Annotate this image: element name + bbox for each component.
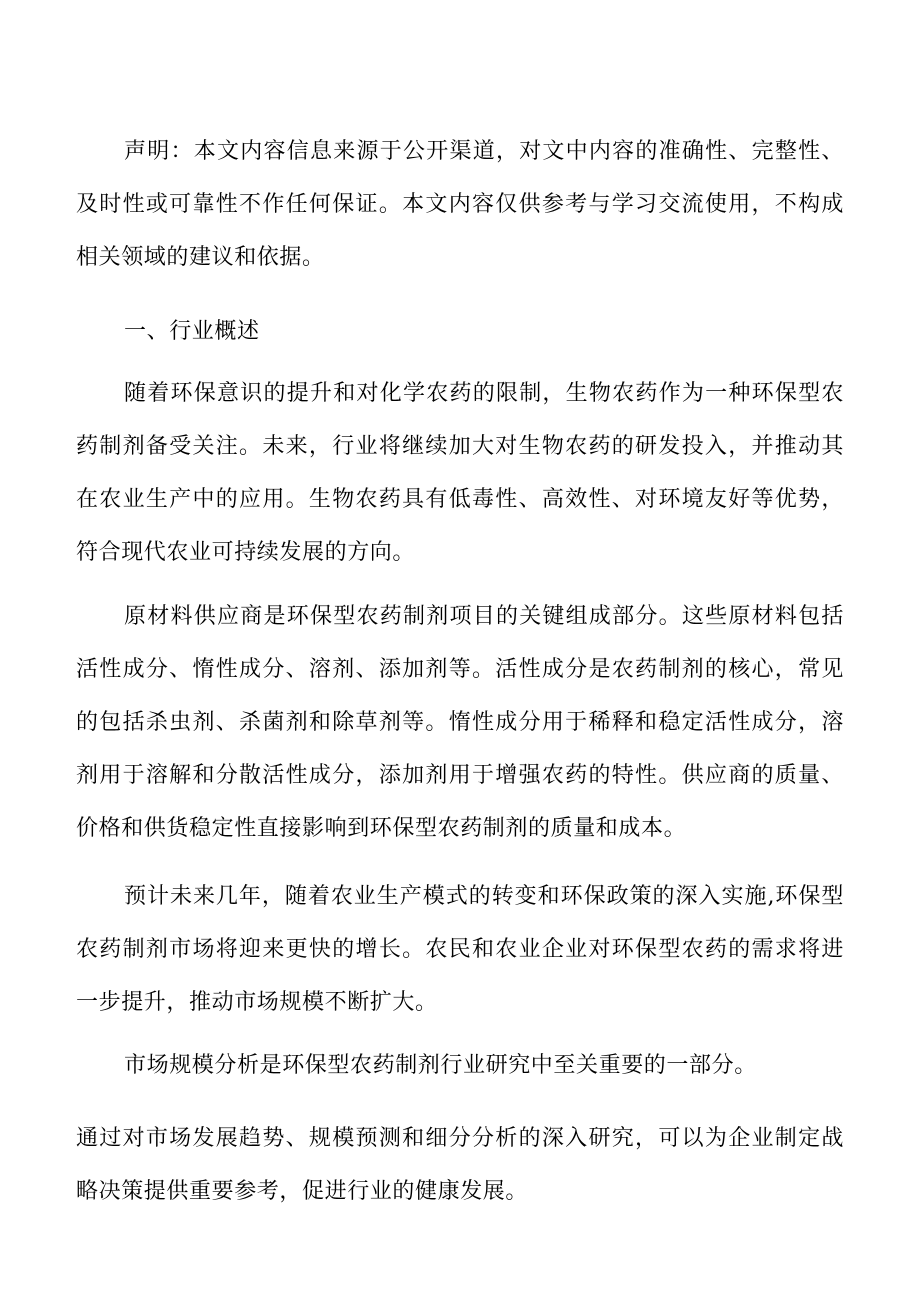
section-heading: 一、行业概述	[124, 319, 260, 344]
body-paragraph: 随着环保意识的提升和对化学农药的限制，生物农药作为一种环保型农药制剂备受关注。未来，行业将继续加大对生物农药的研发投入，并推动其在农业生产中的应用。生物农药具有低毒性、高效性、对环境友好等优势，符合现代农业可持续发展的方向。	[76, 381, 844, 565]
body-paragraph: 市场规模分析是环保型农药制剂行业研究中至关重要的一部分。	[124, 1053, 757, 1078]
body-paragraph: 原材料供应商是环保型农药制剂项目的关键组成部分。这些原材料包括活性成分、惰性成分、溶剂、添加剂等。活性成分是农药制剂的核心，常见的包括杀虫剂、杀菌剂和除草剂等。惰性成分用于稀释和稳定活性成分，溶剂用于溶解和分散活性成分，添加剂用于增强农药的特性。供应商的质量、价格和供货稳定性直接影响到环保型农药制剂的质量和成本。	[76, 604, 844, 841]
body-paragraph: 预计未来几年，随着农业生产模式的转变和环保政策的深入实施,环保型农药制剂市场将迎来更快的增长。农民和农业企业对环保型农药的需求将进一步提升，推动市场规模不断扩大。	[76, 884, 844, 1015]
disclaimer-paragraph: 声明：本文内容信息来源于公开渠道，对文中内容的准确性、完整性、及时性或可靠性不作任何保证。本文内容仅供参考与学习交流使用，不构成相关领域的建议和依据。	[76, 139, 844, 270]
body-paragraph: 通过对市场发展趋势、规模预测和细分分析的深入研究，可以为企业制定战略决策提供重要参考，促进行业的健康发展。	[76, 1126, 844, 1204]
